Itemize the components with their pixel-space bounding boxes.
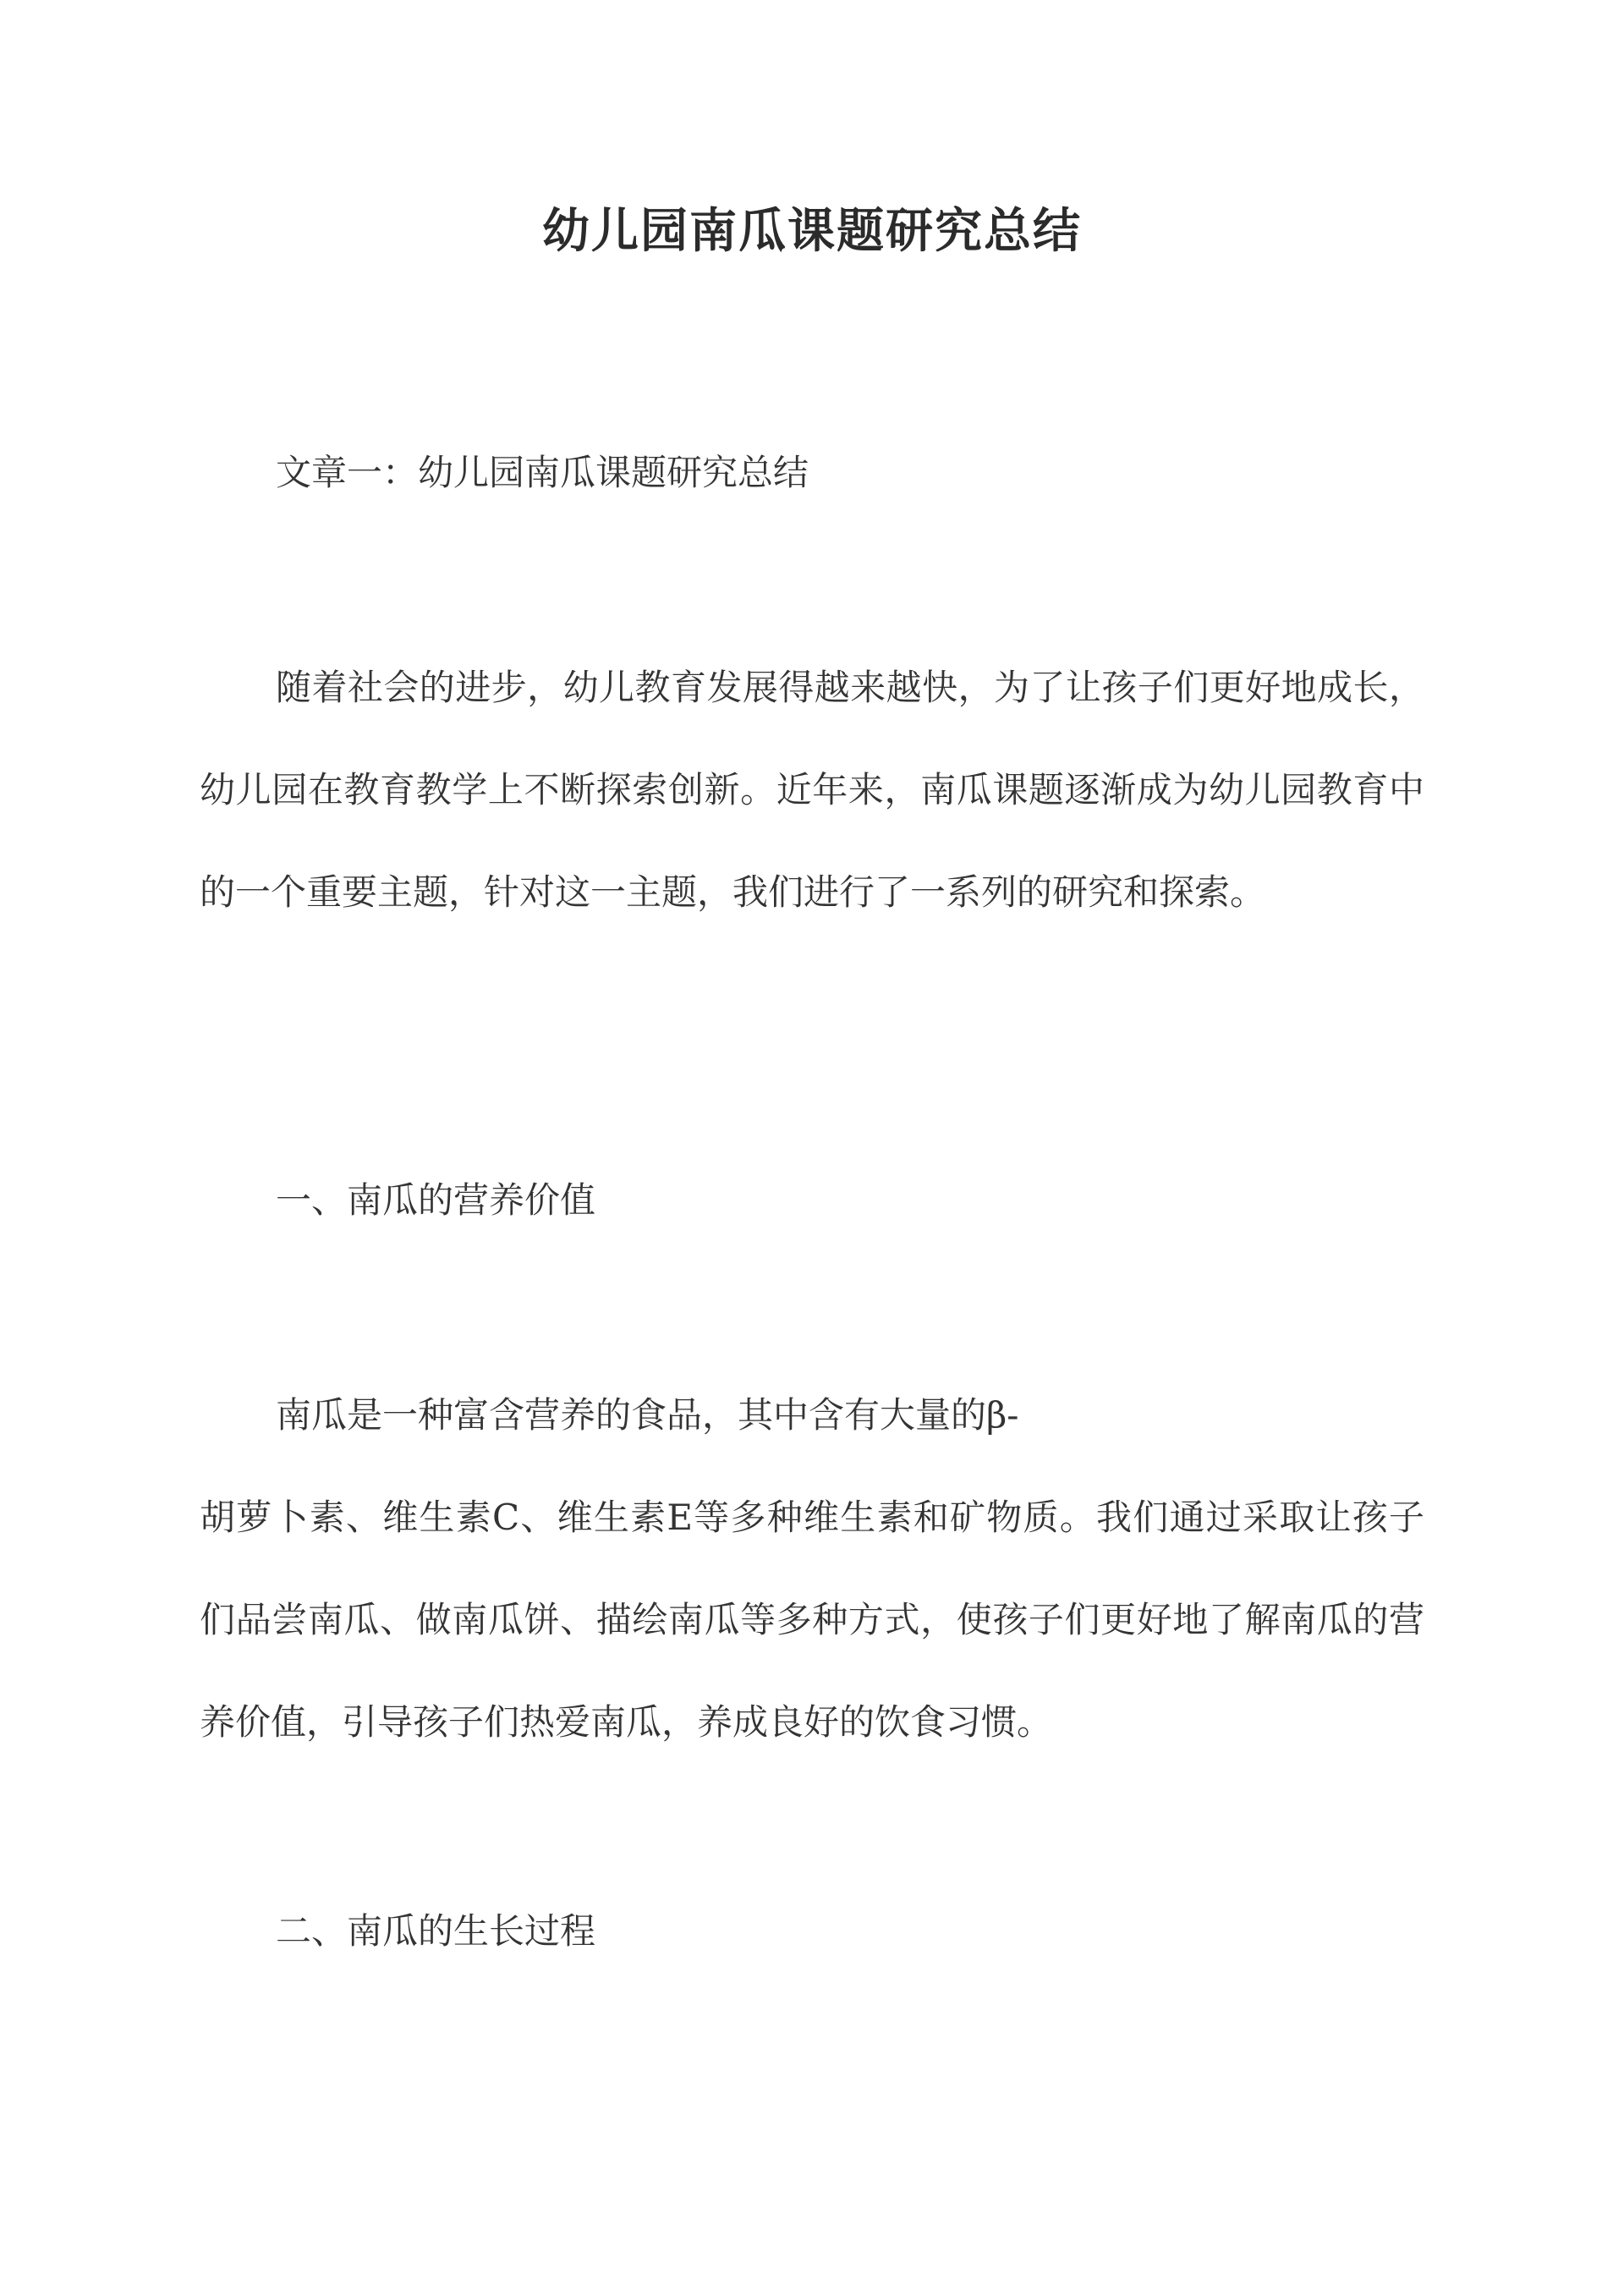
intro-paragraph: 随着社会的进步，幼儿教育发展得越来越快，为了让孩子们更好地成长，幼儿园在教育教学上不断探索创新。近年来，南瓜课题逐渐成为幼儿园教育中的一个重要主题，针对这一主题，我们进行了一系列的研究和探索。 xyxy=(200,667,1424,913)
section-1-paragraph-body: 胡萝卜素、维生素C、维生素E等多种维生素和矿物质。我们通过采取让孩子们品尝南瓜、做南瓜饼、描绘南瓜等多种方式，使孩子们更好地了解南瓜的营养价值，引导孩子们热爱南瓜，养成良好的饮食习惯。 xyxy=(200,1497,1424,1743)
section-1-paragraph-first-line: 南瓜是一种富含营养的食品，其中含有大量的β- xyxy=(276,1394,1019,1436)
section-1-paragraph xyxy=(200,1364,1424,1773)
section-1-heading: 一、南瓜的营养价值 xyxy=(276,1179,596,1221)
document-title: 幼儿园南瓜课题研究总结 xyxy=(542,203,1082,259)
article-heading: 文章一：幼儿园南瓜课题研究总结 xyxy=(276,452,809,493)
section-2-heading: 二、南瓜的生长过程 xyxy=(276,1910,596,1952)
